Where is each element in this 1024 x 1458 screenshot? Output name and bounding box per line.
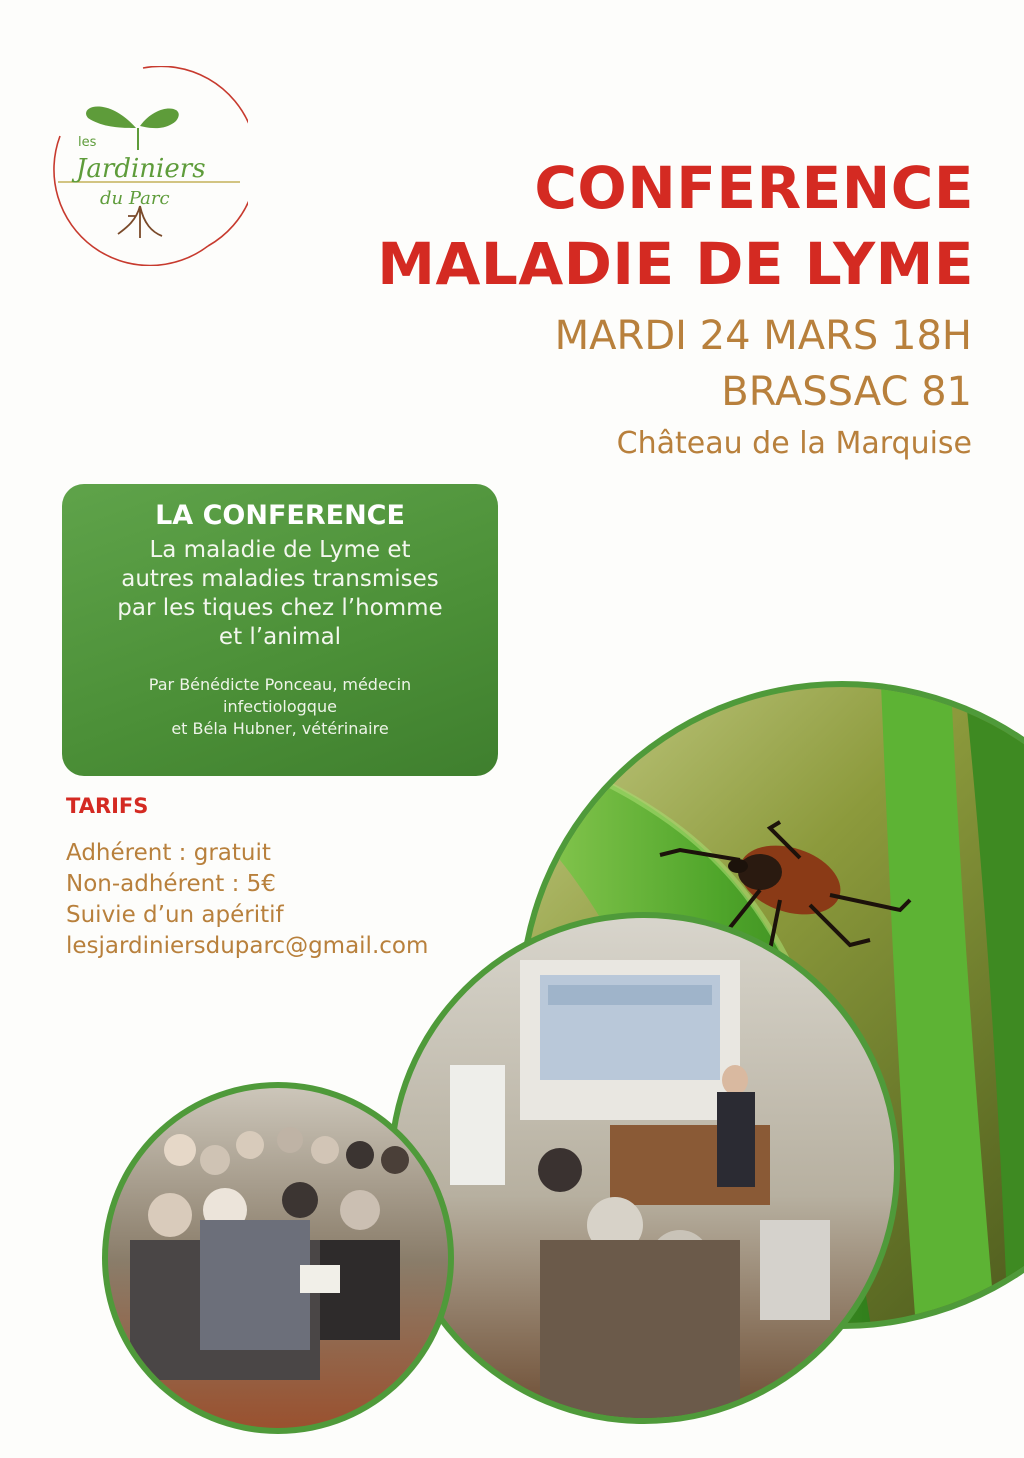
tarifs-heading: TARIFS bbox=[66, 794, 149, 818]
leaf-icon bbox=[140, 109, 179, 129]
conference-box bbox=[62, 484, 498, 776]
conference-desc-line: et l’animal bbox=[218, 624, 342, 650]
conference-desc-line: par les tiques chez l’homme bbox=[117, 595, 443, 621]
tarifs-list bbox=[66, 838, 428, 962]
event-venue: Château de la Marquise bbox=[616, 426, 972, 461]
tarif-aperitif: Suivie d’un apéritif bbox=[66, 902, 284, 928]
speakers-line: et Béla Hubner, vétérinaire bbox=[171, 719, 389, 738]
page-title bbox=[377, 150, 974, 302]
title-line-2: MALADIE DE LYME bbox=[377, 230, 974, 298]
conference-desc-line: La maladie de Lyme et bbox=[149, 537, 411, 563]
jardiniers-logo bbox=[48, 66, 248, 266]
logo-line3: du Parc bbox=[100, 188, 170, 209]
contact-email[interactable]: lesjardiniersduparc@gmail.com bbox=[66, 933, 429, 959]
tarif-non-member: Non-adhérent : 5€ bbox=[66, 871, 276, 897]
conference-description bbox=[62, 536, 498, 652]
event-date: MARDI 24 MARS 18H bbox=[554, 313, 972, 359]
speakers-line: infectiologque bbox=[223, 697, 337, 716]
roots-icon bbox=[118, 206, 162, 238]
logo-line1: les bbox=[78, 135, 97, 150]
leaf-icon bbox=[86, 107, 136, 129]
tarif-member: Adhérent : gratuit bbox=[66, 840, 271, 866]
conference-desc-line: autres maladies transmises bbox=[121, 566, 439, 592]
conference-heading: LA CONFERENCE bbox=[155, 500, 405, 531]
event-town: BRASSAC 81 bbox=[721, 369, 972, 415]
logo-line2: Jardiniers bbox=[76, 154, 206, 184]
title-line-1: CONFERENCE bbox=[534, 154, 974, 222]
event-date-block bbox=[555, 308, 972, 420]
speakers-line: Par Bénédicte Ponceau, médecin bbox=[148, 675, 412, 694]
conference-speakers bbox=[62, 674, 498, 740]
